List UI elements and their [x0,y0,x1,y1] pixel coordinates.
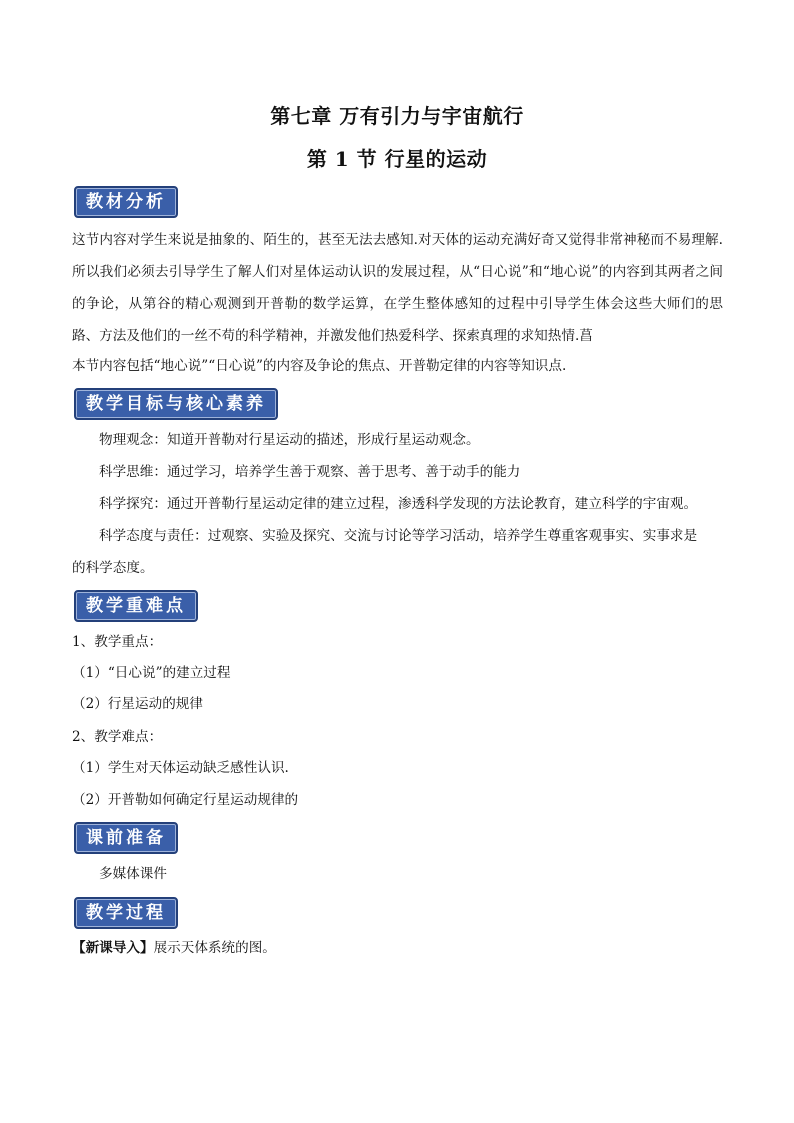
chapter-title: 第七章 万有引力与宇宙航行 [270,104,524,128]
prep-text: 多媒体课件 [99,866,167,882]
process-line [72,938,276,958]
keypoints-line: （2）开普勒如何确定行星运动规律的 [72,792,299,808]
goal-attitude-line1: 科学态度与责任：过观察、实验及探究、交流与讨论等学习活动，培养学生尊重客观事实、实事求是 [99,528,698,544]
keypoints-badge: 教学重难点 [74,590,198,622]
goal-scientific-inquiry: 科学探究：通过开普勒行星运动定律的建立过程，渗透科学发现的方法论教育，建立科学的宇宙观。 [99,496,698,512]
section-title: 第 1 节 行星的运动 [306,147,488,171]
keypoints-line: （2）行星运动的规律 [72,696,203,712]
analysis-badge: 教材分析 [74,186,178,218]
goal-attitude-line2: 的科学态度。 [72,560,154,576]
process-label: 【新课导入】 [72,940,154,956]
keypoints-line: 2、教学难点： [72,729,163,745]
analysis-paragraph: 这节内容对学生来说是抽象的、陌生的，甚至无法去感知.对天体的运动充满好奇又觉得非常神秘而不易理解.所以我们必须去引导学生了解人们对星体运动认识的发展过程，从“日心说”和“地心说”的内容到其两者之间的争论，从第谷的精心观测到开普勒的数学运算，在学生整体感知的过程中引导学生体会这些大师们的思路、方法及他们的一丝不苟的科学精神，并激发他们热爱科学、探索真理的求知热情.菖 [72,232,723,344]
process-badge: 教学过程 [74,897,178,929]
prep-badge: 课前准备 [74,822,178,854]
goal-scientific-thinking: 科学思维：通过学习，培养学生善于观察、善于思考、善于动手的能力 [99,464,521,480]
analysis-note: 本节内容包括“地心说”“日心说”的内容及争论的焦点、开普勒定律的内容等知识点. [72,358,567,374]
keypoints-line: （1）“日心说”的建立过程 [72,665,231,681]
goal-physics-concept: 物理观念：知道开普勒对行星运动的描述，形成行星运动观念。 [99,432,480,448]
process-text: 展示天体系统的图。 [153,940,276,956]
keypoints-line: 1、教学重点： [72,634,163,650]
goals-badge: 教学目标与核心素养 [74,388,278,420]
keypoints-line: （1）学生对天体运动缺乏感性认识. [72,760,289,776]
